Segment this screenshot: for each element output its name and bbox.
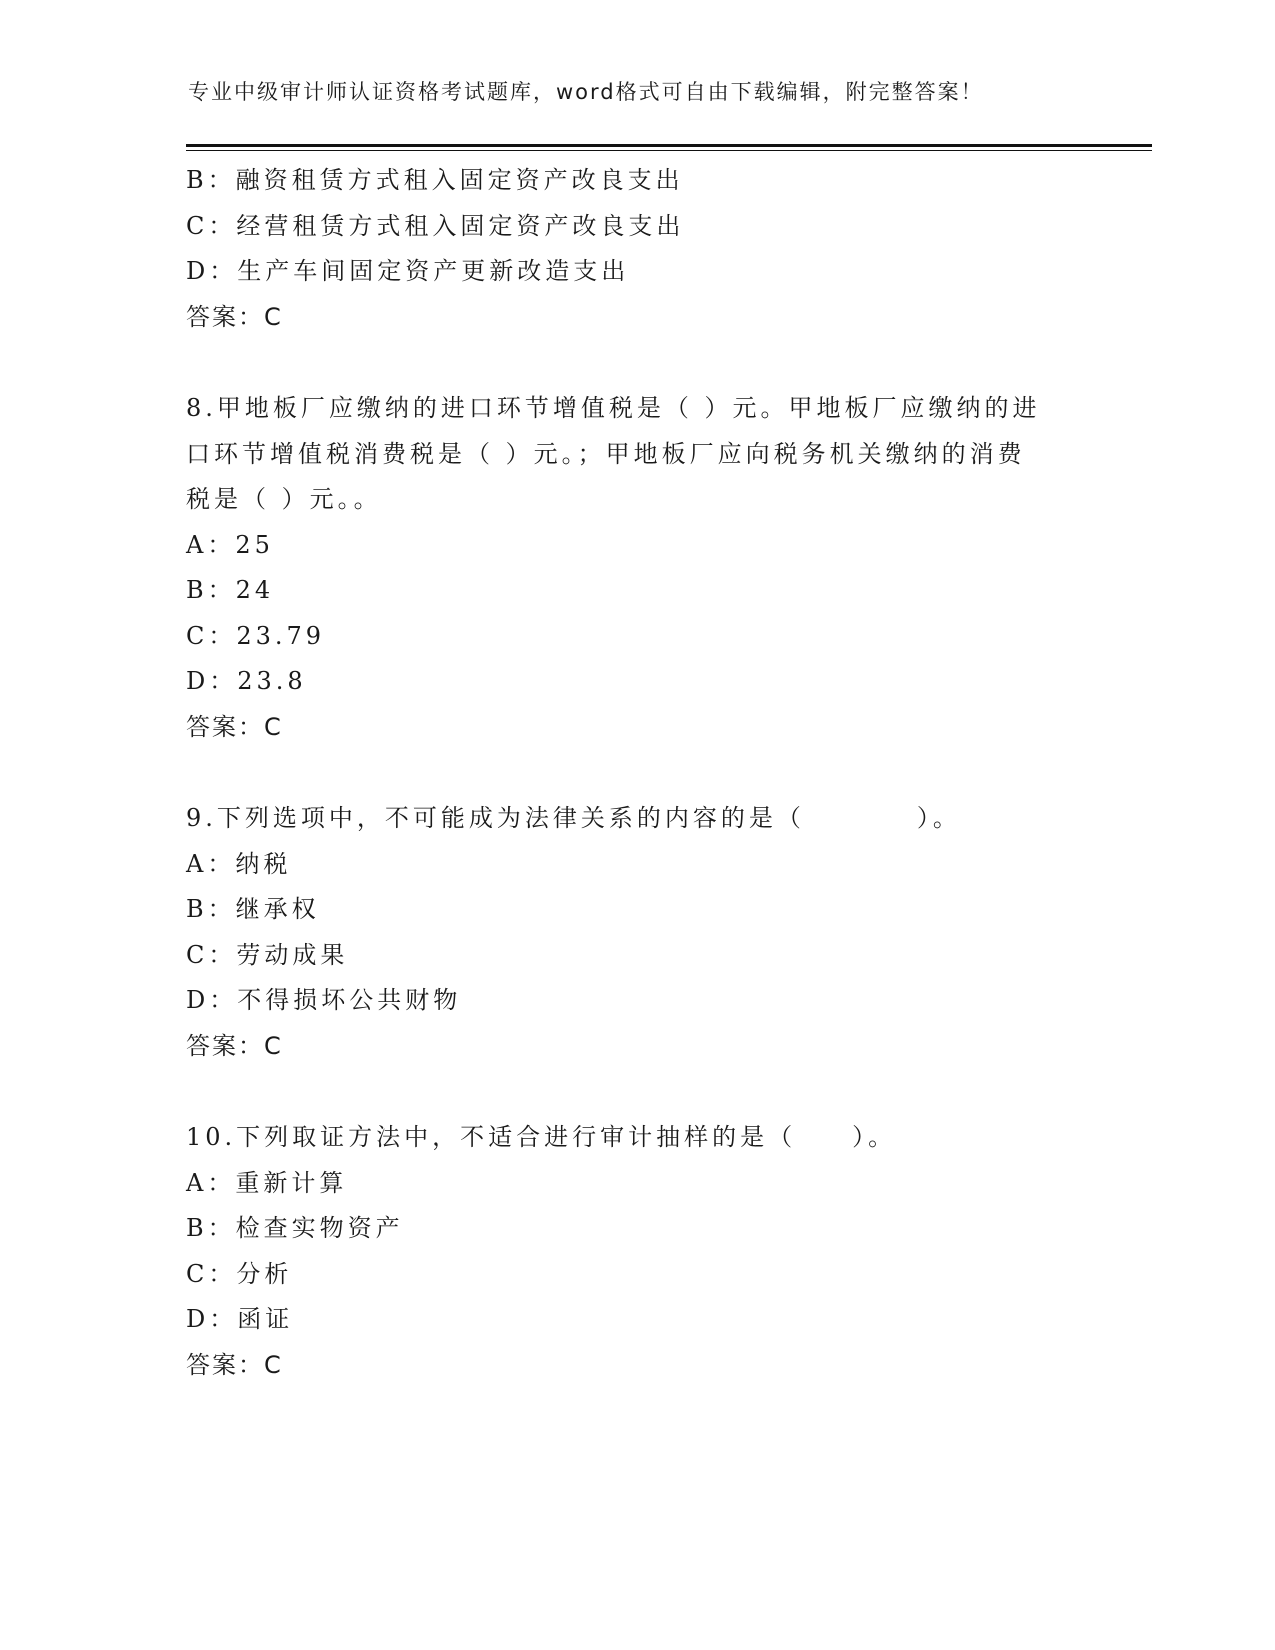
answer-line: 答案：C bbox=[186, 302, 283, 331]
option-c: C：23.79 bbox=[186, 621, 326, 650]
question-10-block bbox=[186, 1115, 1086, 1388]
question-stem: 9.下列选项中，不可能成为法律关系的内容的是（ ）。 bbox=[186, 804, 961, 832]
question-9-block bbox=[186, 796, 1086, 1069]
spacer bbox=[186, 1069, 1086, 1115]
option-a: A：纳税 bbox=[186, 849, 292, 878]
header-rule-thick bbox=[186, 144, 1152, 147]
question-stem-line: 8.甲地板厂应缴纳的进口环节增值税是（ ）元。甲地板厂应缴纳的进 bbox=[186, 394, 1041, 422]
question-8-block bbox=[186, 386, 1086, 750]
question-7-block bbox=[186, 158, 1086, 340]
question-content bbox=[186, 158, 1086, 1388]
option-d: D：23.8 bbox=[186, 667, 307, 695]
option-c: C：经营租赁方式租入固定资产改良支出 bbox=[186, 211, 685, 240]
page-header: 专业中级审计师认证资格考试题库，word格式可自由下载编辑，附完整答案！ bbox=[188, 80, 984, 104]
header-rule-thin bbox=[186, 150, 1152, 151]
answer-line: 答案：C bbox=[186, 1031, 283, 1060]
option-a: A：重新计算 bbox=[186, 1168, 348, 1197]
answer-line: 答案：C bbox=[186, 1350, 283, 1379]
option-c: C：分析 bbox=[186, 1259, 293, 1288]
spacer bbox=[186, 340, 1086, 386]
question-stem-line: 口环节增值税消费税是（ ）元。；甲地板厂应向税务机关缴纳的消费 bbox=[186, 439, 1026, 468]
option-b: B：继承权 bbox=[186, 895, 320, 923]
option-c: C：劳动成果 bbox=[186, 940, 349, 969]
question-stem-line: 税是（ ）元。。 bbox=[186, 485, 382, 513]
option-b: B：融资租赁方式租入固定资产改良支出 bbox=[186, 166, 684, 194]
option-b: B：检查实物资产 bbox=[186, 1214, 404, 1242]
spacer bbox=[186, 750, 1086, 796]
question-stem: 10.下列取证方法中，不适合进行审计抽样的是（ ）。 bbox=[186, 1123, 897, 1151]
option-b: B：24 bbox=[186, 576, 275, 604]
option-d: D：函证 bbox=[186, 1305, 294, 1333]
option-d: D：不得损坏公共财物 bbox=[186, 986, 462, 1014]
option-d: D：生产车间固定资产更新改造支出 bbox=[186, 257, 630, 285]
answer-line: 答案：C bbox=[186, 712, 283, 741]
option-a: A：25 bbox=[186, 530, 274, 559]
